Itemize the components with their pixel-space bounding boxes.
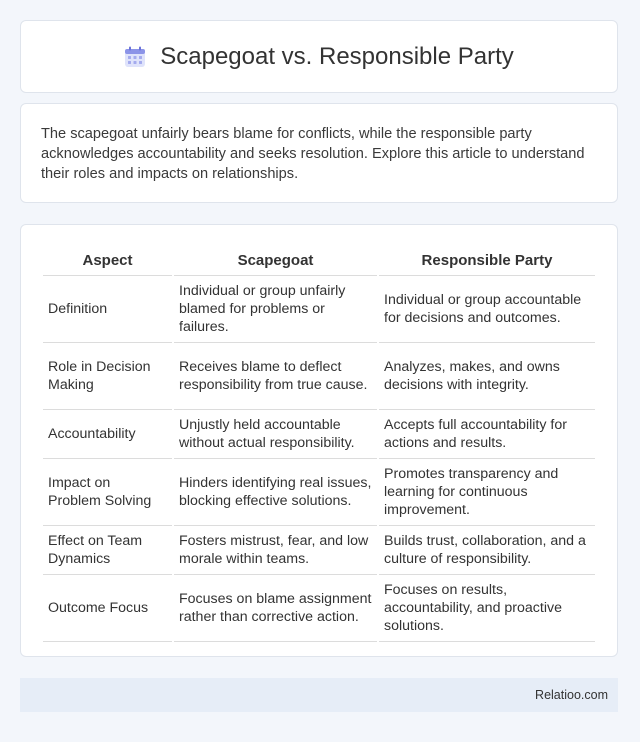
scapegoat-cell: Fosters mistrust, fear, and low morale within teams. (174, 526, 377, 575)
comparison-card (20, 224, 618, 657)
scapegoat-cell: Hinders identifying real issues, blocking effective solutions. (174, 459, 377, 526)
aspect-cell: Impact on Problem Solving (43, 459, 172, 526)
scapegoat-cell: Unjustly held accountable without actual responsibility. (174, 410, 377, 459)
scapegoat-cell: Focuses on blame assignment rather than corrective action. (174, 575, 377, 642)
title-card (20, 20, 618, 93)
comparison-table (41, 245, 597, 642)
responsible-cell: Individual or group accountable for decisions and outcomes. (379, 276, 595, 343)
aspect-cell: Role in Decision Making (43, 343, 172, 410)
table-row (43, 276, 595, 343)
calendar-icon (124, 46, 146, 68)
table-row (43, 526, 595, 575)
table-row (43, 343, 595, 410)
aspect-cell: Definition (43, 276, 172, 343)
scapegoat-cell: Receives blame to deflect responsibility from true cause. (174, 343, 377, 410)
responsible-cell: Analyzes, makes, and owns decisions with integrity. (379, 343, 595, 410)
scapegoat-cell: Individual or group unfairly blamed for problems or failures. (174, 276, 377, 343)
aspect-cell: Effect on Team Dynamics (43, 526, 172, 575)
table-row (43, 410, 595, 459)
responsible-cell: Builds trust, collaboration, and a culture of responsibility. (379, 526, 595, 575)
page-title: Scapegoat vs. Responsible Party (160, 42, 514, 70)
footer (20, 678, 618, 712)
table-header-row (43, 245, 595, 276)
header-aspect: Aspect (43, 245, 172, 276)
table-row (43, 459, 595, 526)
header-scapegoat: Scapegoat (174, 245, 377, 276)
intro-card (20, 103, 618, 203)
responsible-cell: Accepts full accountability for actions and results. (379, 410, 595, 459)
footer-brand: Relatioo.com (535, 688, 608, 702)
table-row (43, 575, 595, 642)
responsible-cell: Promotes transparency and learning for continuous improvement. (379, 459, 595, 526)
responsible-cell: Focuses on results, accountability, and proactive solutions. (379, 575, 595, 642)
aspect-cell: Accountability (43, 410, 172, 459)
aspect-cell: Outcome Focus (43, 575, 172, 642)
header-responsible-party: Responsible Party (379, 245, 595, 276)
intro-text: The scapegoat unfairly bears blame for conflicts, while the responsible party acknowledges accountability and seeks resolution. Explore this article to understand their roles and impacts on relationships. (41, 126, 585, 182)
